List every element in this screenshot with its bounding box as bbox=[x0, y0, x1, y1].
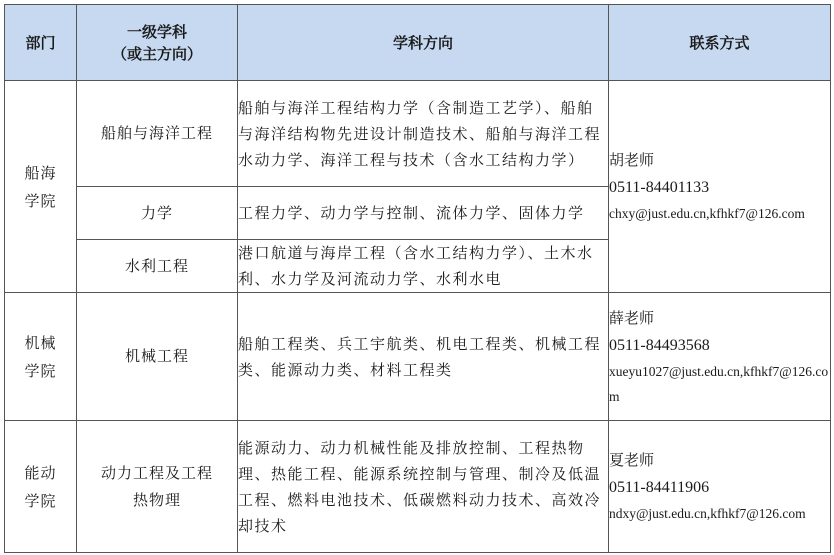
direction-cell: 工程力学、动力学与控制、流体力学、固体力学 bbox=[238, 187, 609, 240]
header-contact: 联系方式 bbox=[609, 5, 831, 81]
dept-name-line2: 学院 bbox=[24, 191, 57, 210]
contact-email[interactable]: ndxy@just.edu.cn,kfhkf7@126.com bbox=[609, 506, 806, 521]
table-row bbox=[5, 81, 831, 187]
dept-name-line1: 能动 bbox=[24, 463, 57, 482]
direction-text: 港口航道与海岸工程（含水工结构力学）、土木水利、水力学及河流动力学、水利水电 bbox=[238, 244, 594, 288]
contact-cell bbox=[609, 293, 831, 421]
dept-name-line2: 学院 bbox=[24, 361, 57, 380]
contact-name: 夏老师 bbox=[609, 451, 655, 469]
contact-email[interactable]: chxy@just.edu.cn,kfhkf7@126.com bbox=[609, 206, 805, 221]
contact-phone: 0511-84411906 bbox=[609, 479, 710, 496]
header-direction: 学科方向 bbox=[238, 5, 609, 81]
table-row bbox=[5, 421, 831, 553]
contact-name: 薛老师 bbox=[609, 308, 655, 327]
subject-cell: 水利工程 bbox=[77, 240, 238, 293]
dept-name-line2: 学院 bbox=[24, 491, 57, 510]
recruitment-contact-table bbox=[4, 4, 831, 553]
contact-phone: 0511-84401133 bbox=[609, 179, 710, 196]
subject-cell: 机械工程 bbox=[77, 293, 238, 421]
direction-cell bbox=[238, 240, 609, 293]
dept-cell bbox=[5, 421, 77, 553]
dept-name-line1: 机械 bbox=[24, 333, 57, 352]
subject-name-line2: 热物理 bbox=[132, 490, 181, 509]
direction-cell: 船舶工程类、兵工宇航类、机电工程类、机械工程类、能源动力类、材料工程类 bbox=[238, 293, 609, 421]
header-dept: 部门 bbox=[5, 5, 77, 81]
subject-cell bbox=[77, 421, 238, 553]
subject-cell: 力学 bbox=[77, 187, 238, 240]
header-row bbox=[5, 5, 831, 81]
header-subject bbox=[77, 5, 238, 81]
dept-cell bbox=[5, 293, 77, 421]
contact-cell bbox=[609, 421, 831, 553]
subject-cell: 船舶与海洋工程 bbox=[77, 81, 238, 187]
direction-cell: 船舶与海洋工程结构力学（含制造工艺学）、船舶与海洋结构物先进设计制造技术、船舶与海洋工程水动力学、海洋工程与技术（含水工结构力学） bbox=[238, 81, 609, 187]
contact-email[interactable]: xueyu1027@just.edu.cn,kfhkf7@126.com bbox=[609, 363, 829, 404]
header-subject-line2: （或主方向） bbox=[111, 44, 202, 63]
table-row bbox=[5, 293, 831, 421]
contact-name: 胡老师 bbox=[609, 151, 655, 169]
subject-name-line1: 动力工程及工程 bbox=[100, 463, 213, 482]
direction-cell: 能源动力、动力机械性能及排放控制、工程热物理、热能工程、能源系统控制与管理、制冷及低温工程、燃料电池技术、低碳燃料动力技术、高效冷却技术 bbox=[238, 421, 609, 553]
dept-name-line1: 船海 bbox=[24, 163, 57, 182]
contact-phone: 0511-84493568 bbox=[609, 336, 710, 354]
contact-cell bbox=[609, 81, 831, 293]
dept-cell bbox=[5, 81, 77, 293]
header-subject-line1: 一级学科 bbox=[126, 22, 187, 41]
